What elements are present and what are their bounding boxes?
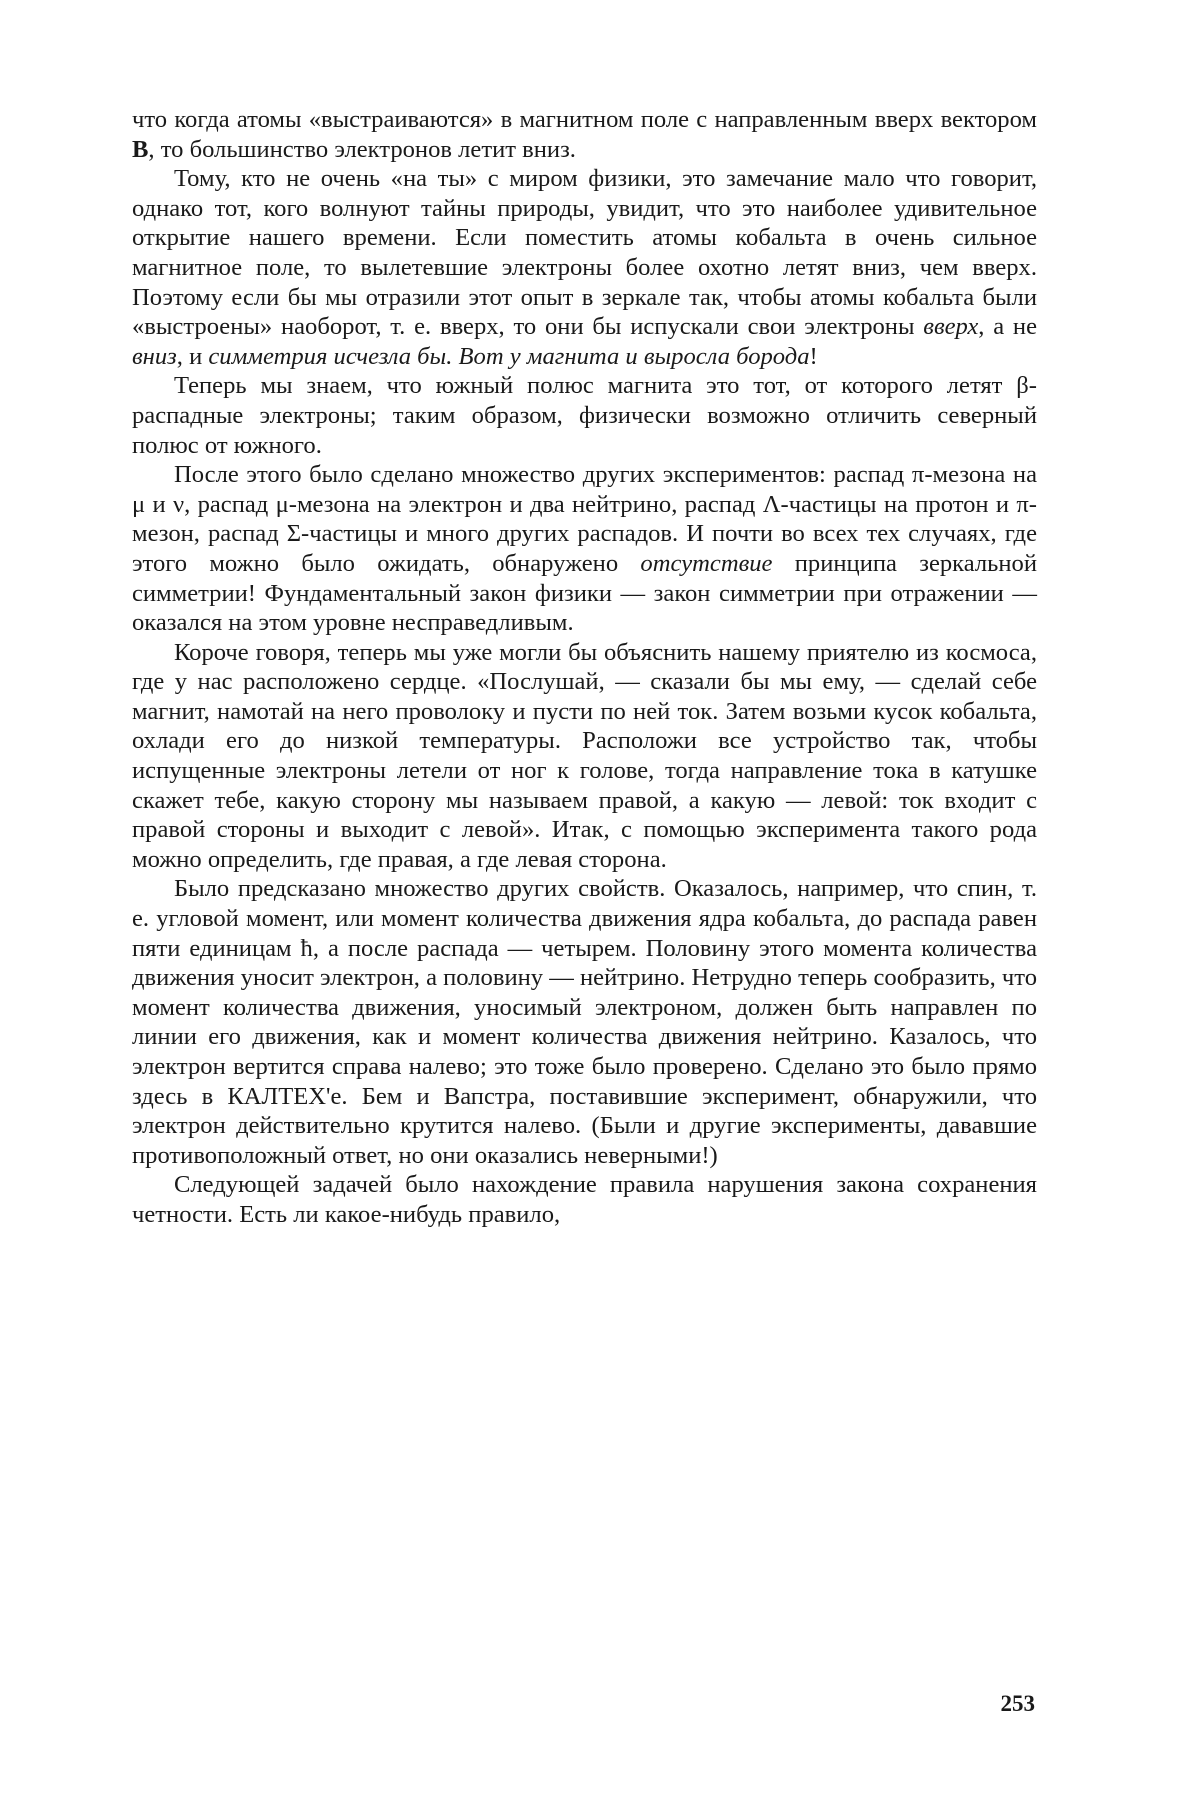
- text-run: После этого было сделано множество других экспериментов: распад π-мезона на μ и ν, распад μ-мезона на электрон и два нейтрино, распад Λ-частицы на протон и π-мезон, распад Σ-частицы и много других распадов. И почти во всех тех случаях, где этого можно было ожидать, обнаружено: [132, 461, 1037, 577]
- text-run: принципа зеркальной симметрии! Фундаментальный закон физики — закон симметрии при отражении — оказался на этом уровне несправедливым.: [132, 549, 1037, 637]
- text-run: Было предсказано множество других свойств. Оказалось, например, что спин, т. е. угловой момент, или момент количества движения ядра кобальта, до распада равен пяти единицам ħ, а после распада — четырем. Половину этого момента количества движения уносит электрон, а половину — нейтрино. Нетрудно теперь сообразить, что момент количества движения, уносимый электроном, должен быть направлен по линии его движения, как и момент количества движения нейтрино. Казалось, что электрон вертится справа налево; это тоже было проверено. Сделано это было прямо здесь в КАЛТЕХ'е. Бем и Вапстра, поставившие эксперимент, обнаружили, что электрон действительно крутится налево. (Были и другие эксперименты, дававшие противоположный ответ, но они оказались неверными!): [132, 875, 1037, 1169]
- bold-run: B: [132, 135, 149, 163]
- text-run: что когда атомы «выстраиваются» в магнитном поле с направленным вверх вектором: [132, 106, 1037, 133]
- paragraph-p7: [132, 1170, 1037, 1229]
- paragraph-p2: [132, 164, 1037, 371]
- text-run: , то большинство электронов летит вниз.: [148, 135, 576, 163]
- paragraph-p1: [132, 105, 1037, 164]
- paragraph-p5: [132, 638, 1037, 875]
- italic-run: вверх: [923, 313, 979, 341]
- text-run: , а не: [978, 313, 1037, 341]
- italic-run: вниз: [132, 342, 177, 370]
- italic-run: отсутствие: [640, 549, 773, 577]
- text-run: Тому, кто не очень «на ты» с миром физики, это замечание мало что говорит, однако тот, кого волнуют тайны природы, увидит, что это наиболее удивительное открытие нашего времени. Если поместить атомы кобальта в очень сильное магнитное поле, то вылетевшие электроны более охотно летят вниз, чем вверх. Поэтому если бы мы отразили этот опыт в зеркале так, чтобы атомы кобальта были «выстроены» наоборот, т. е. вверх, то они бы испускали свои электроны: [132, 165, 1037, 341]
- text-run: !: [809, 342, 818, 370]
- paragraph-p3: [132, 371, 1037, 460]
- italic-run: симметрия исчезла бы. Вот у магнита и выросла борода: [208, 342, 810, 370]
- text-run: Короче говоря, теперь мы уже могли бы объяснить нашему приятелю из космоса, где у нас расположено сердце. «Послушай, — сказали бы мы ему, — сделай себе магнит, намотай на него проволоку и пусти по ней ток. Затем возьми кусок кобальта, охлади его до низкой температуры. Расположи все устройство так, чтобы испущенные электроны летели от ног к голове, тогда направление тока в катушке скажет тебе, какую сторону мы называем правой, а какую — левой: ток входит с правой стороны и выходит с левой». Итак, с помощью эксперимента такого рода можно определить, где правая, а где левая сторона.: [132, 638, 1037, 873]
- text-run: , и: [176, 342, 209, 370]
- page-body: [132, 105, 1037, 1230]
- text-run: Следующей задачей было нахождение правила нарушения закона сохранения четности. Есть ли какое-нибудь правило,: [132, 1171, 1037, 1228]
- paragraph-p4: [132, 460, 1037, 638]
- page-number: 253: [1000, 1691, 1035, 1716]
- paragraph-p6: [132, 874, 1037, 1170]
- text-run: Теперь мы знаем, что южный полюс магнита это тот, от которого летят β-распадные электроны; таким образом, физически возможно отличить северный полюс от южного.: [132, 372, 1037, 459]
